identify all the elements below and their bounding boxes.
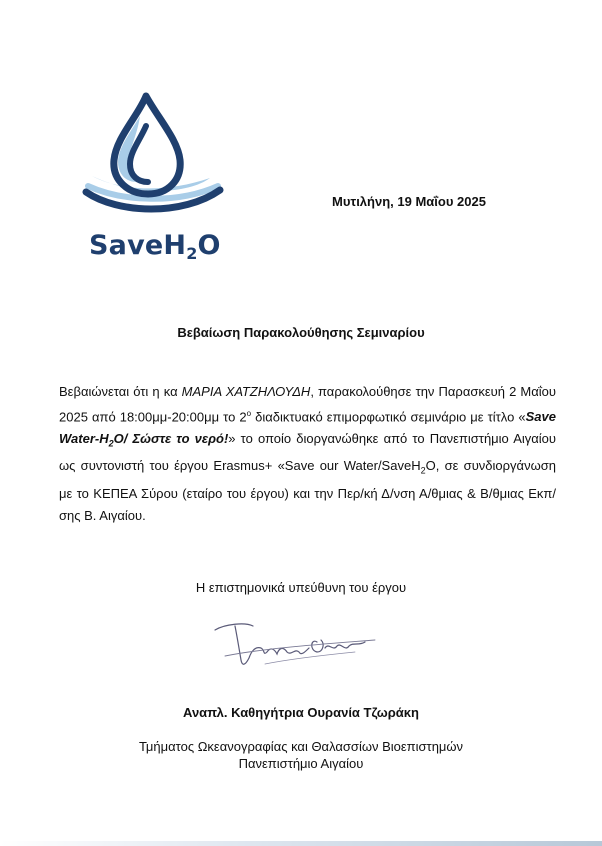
university-name: Πανεπιστήμιο Αιγαίου	[238, 756, 364, 771]
attendee-name: ΜΑΡΙΑ ΧΑΤΖΗΛΟΥΔΗ	[181, 384, 311, 399]
seminar-title: Save Water-$H_2O/$ Σώστε το νερό!	[59, 409, 556, 449]
water-drop-icon	[78, 78, 228, 233]
document-date: Μυτιλήνη, 19 Μαΐου 2025	[332, 194, 486, 209]
signature-heading: Η επιστημονικά υπεύθυνη του έργου	[195, 580, 407, 595]
department-name: Τμήματος Ωκεανογραφίας και Θαλασσίων Βιοεπιστημών	[138, 739, 464, 754]
certificate-body: Βεβαιώνεται ότι η κα ΜΑΡΙΑ ΧΑΤΖΗΛΟΥΔΗ, παρακολούθησε την Παρασκευή 2 Μαΐου 2025 από 18:00μμ-20:00μμ το $2^o$ διαδικτυακό επιμορφωτικό σεμινάριο με τίτλο «Save Water-$H_2O/$ Σώστε το νερό!» το οποίο διοργανώθηκε από το Πανεπιστήμιο Αιγαίου ως συντονιστή του έργου Erasmus+ «Save our Water/SaveH$_2$O, σε συνδιοργάνωση με το ΚΕΠΕΑ Σύρου (εταίρο του έργου) και την Περ/κή Δ/νση Α/θμιας & Β/θμιας Εκπ/σης Β. Αιγαίου.	[59, 384, 557, 523]
logo-wordmark: SaveH$_2$O	[89, 230, 221, 263]
footer-bar	[0, 841, 602, 846]
document-title: Βεβαίωση Παρακολούθησης Σεμιναρίου	[177, 325, 425, 340]
signer-name: Αναπλ. Καθηγήτρια Ουρανία Τζωράκη	[183, 705, 419, 720]
signer-affiliation	[0, 738, 602, 772]
handwritten-signature	[205, 612, 385, 672]
